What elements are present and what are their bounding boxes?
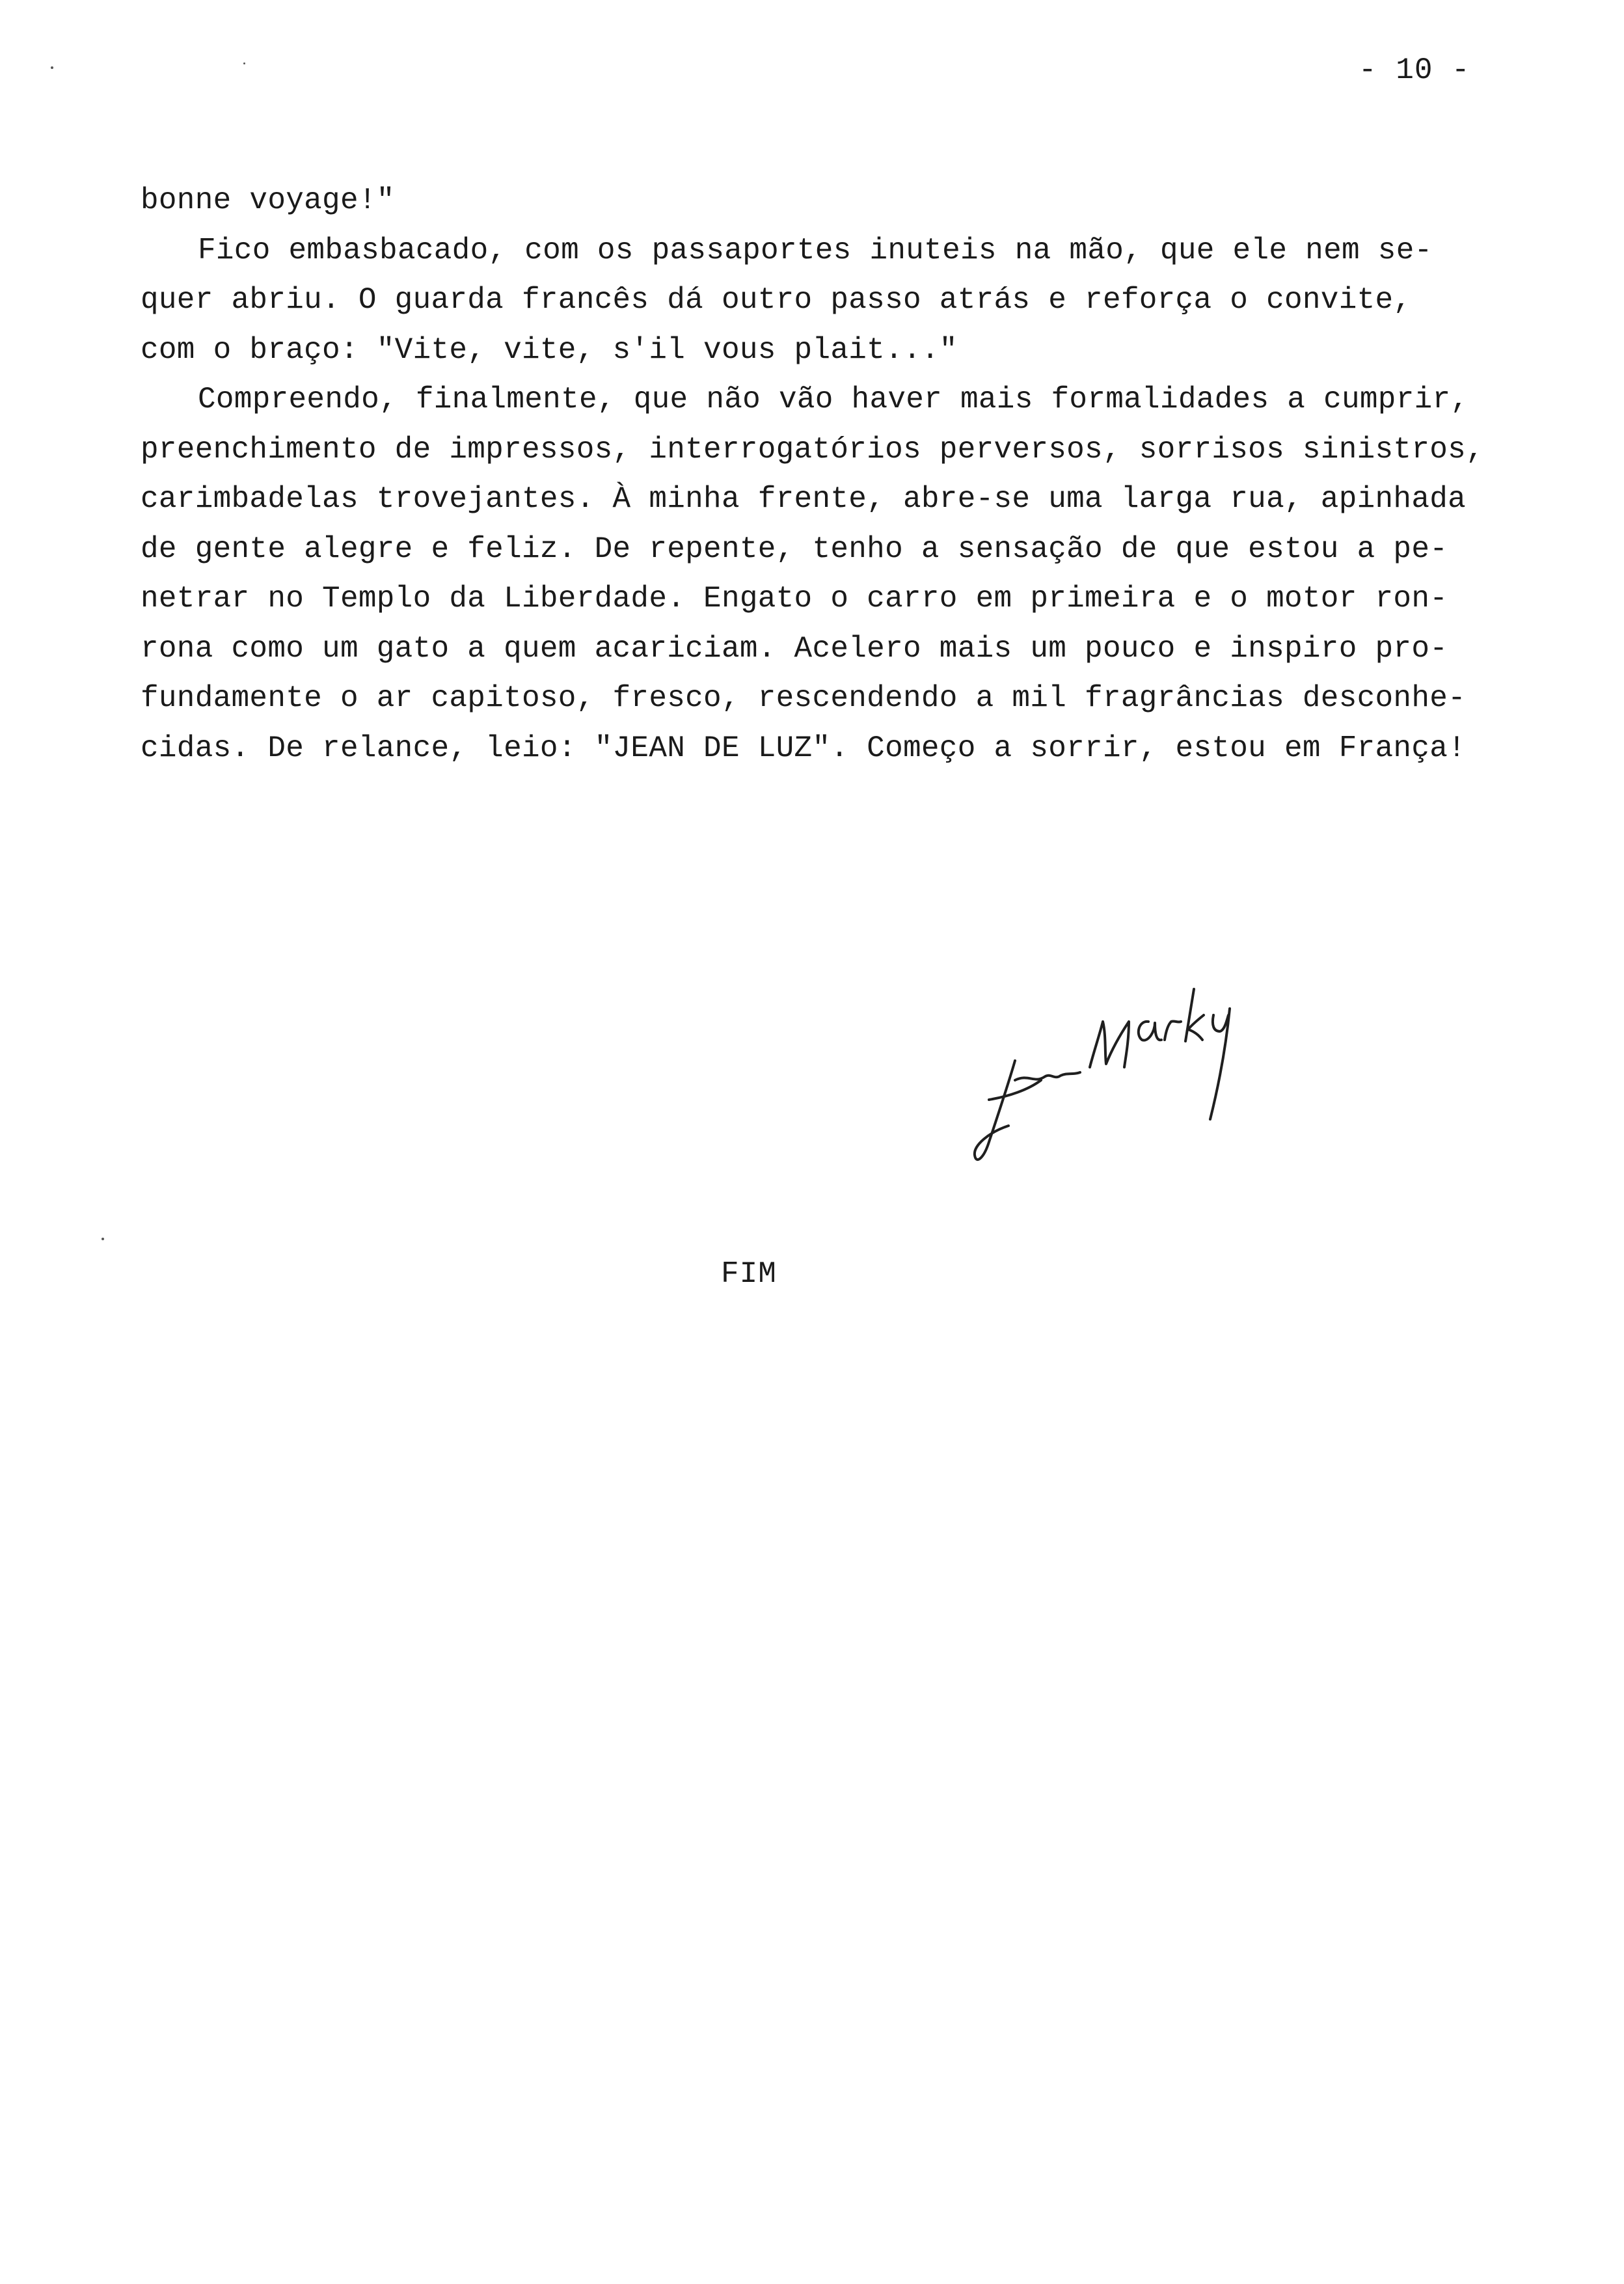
text-line: cidas. De relance, leio: "JEAN DE LUZ". Começo a sorrir, estou em França! xyxy=(141,731,1467,765)
handwritten-signature xyxy=(969,970,1334,1178)
text-line: de gente alegre e feliz. De repente, tenho a sensação de que estou a pe- xyxy=(141,532,1448,566)
text-line: carimbadelas trovejantes. À minha frente, abre-se uma larga rua, apinhada xyxy=(141,482,1467,516)
scan-speck xyxy=(243,62,245,64)
text-line: fundamente o ar capitoso, fresco, rescendendo a mil fragrâncias desconhe- xyxy=(141,681,1467,715)
text-line: netrar no Templo da Liberdade. Engato o carro em primeira e o motor ron- xyxy=(141,582,1448,616)
text-line: quer abriu. O guarda francês dá outro passo atrás e reforça o convite, xyxy=(141,283,1412,317)
text-line: preenchimento de impressos, interrogatórios perversos, sorrisos sinistros, xyxy=(141,432,1484,467)
page-number: - 10 - xyxy=(1359,53,1470,87)
body-text xyxy=(141,176,1598,773)
text-line: Compreendo, finalmente, que não vão haver mais formalidades a cumprir, xyxy=(198,383,1469,416)
scan-speck xyxy=(102,1238,104,1240)
scan-speck xyxy=(51,66,53,69)
text-line: rona como um gato a quem acariciam. Acelero mais um pouco e inspiro pro- xyxy=(141,631,1448,666)
text-line: Fico embasbacado, com os passaportes inuteis na mão, que ele nem se- xyxy=(198,233,1433,267)
ending-label: FIM xyxy=(721,1257,777,1291)
text-line: bonne voyage!" xyxy=(141,184,395,217)
text-line: com o braço: "Vite, vite, s'il vous plait..." xyxy=(141,333,958,367)
